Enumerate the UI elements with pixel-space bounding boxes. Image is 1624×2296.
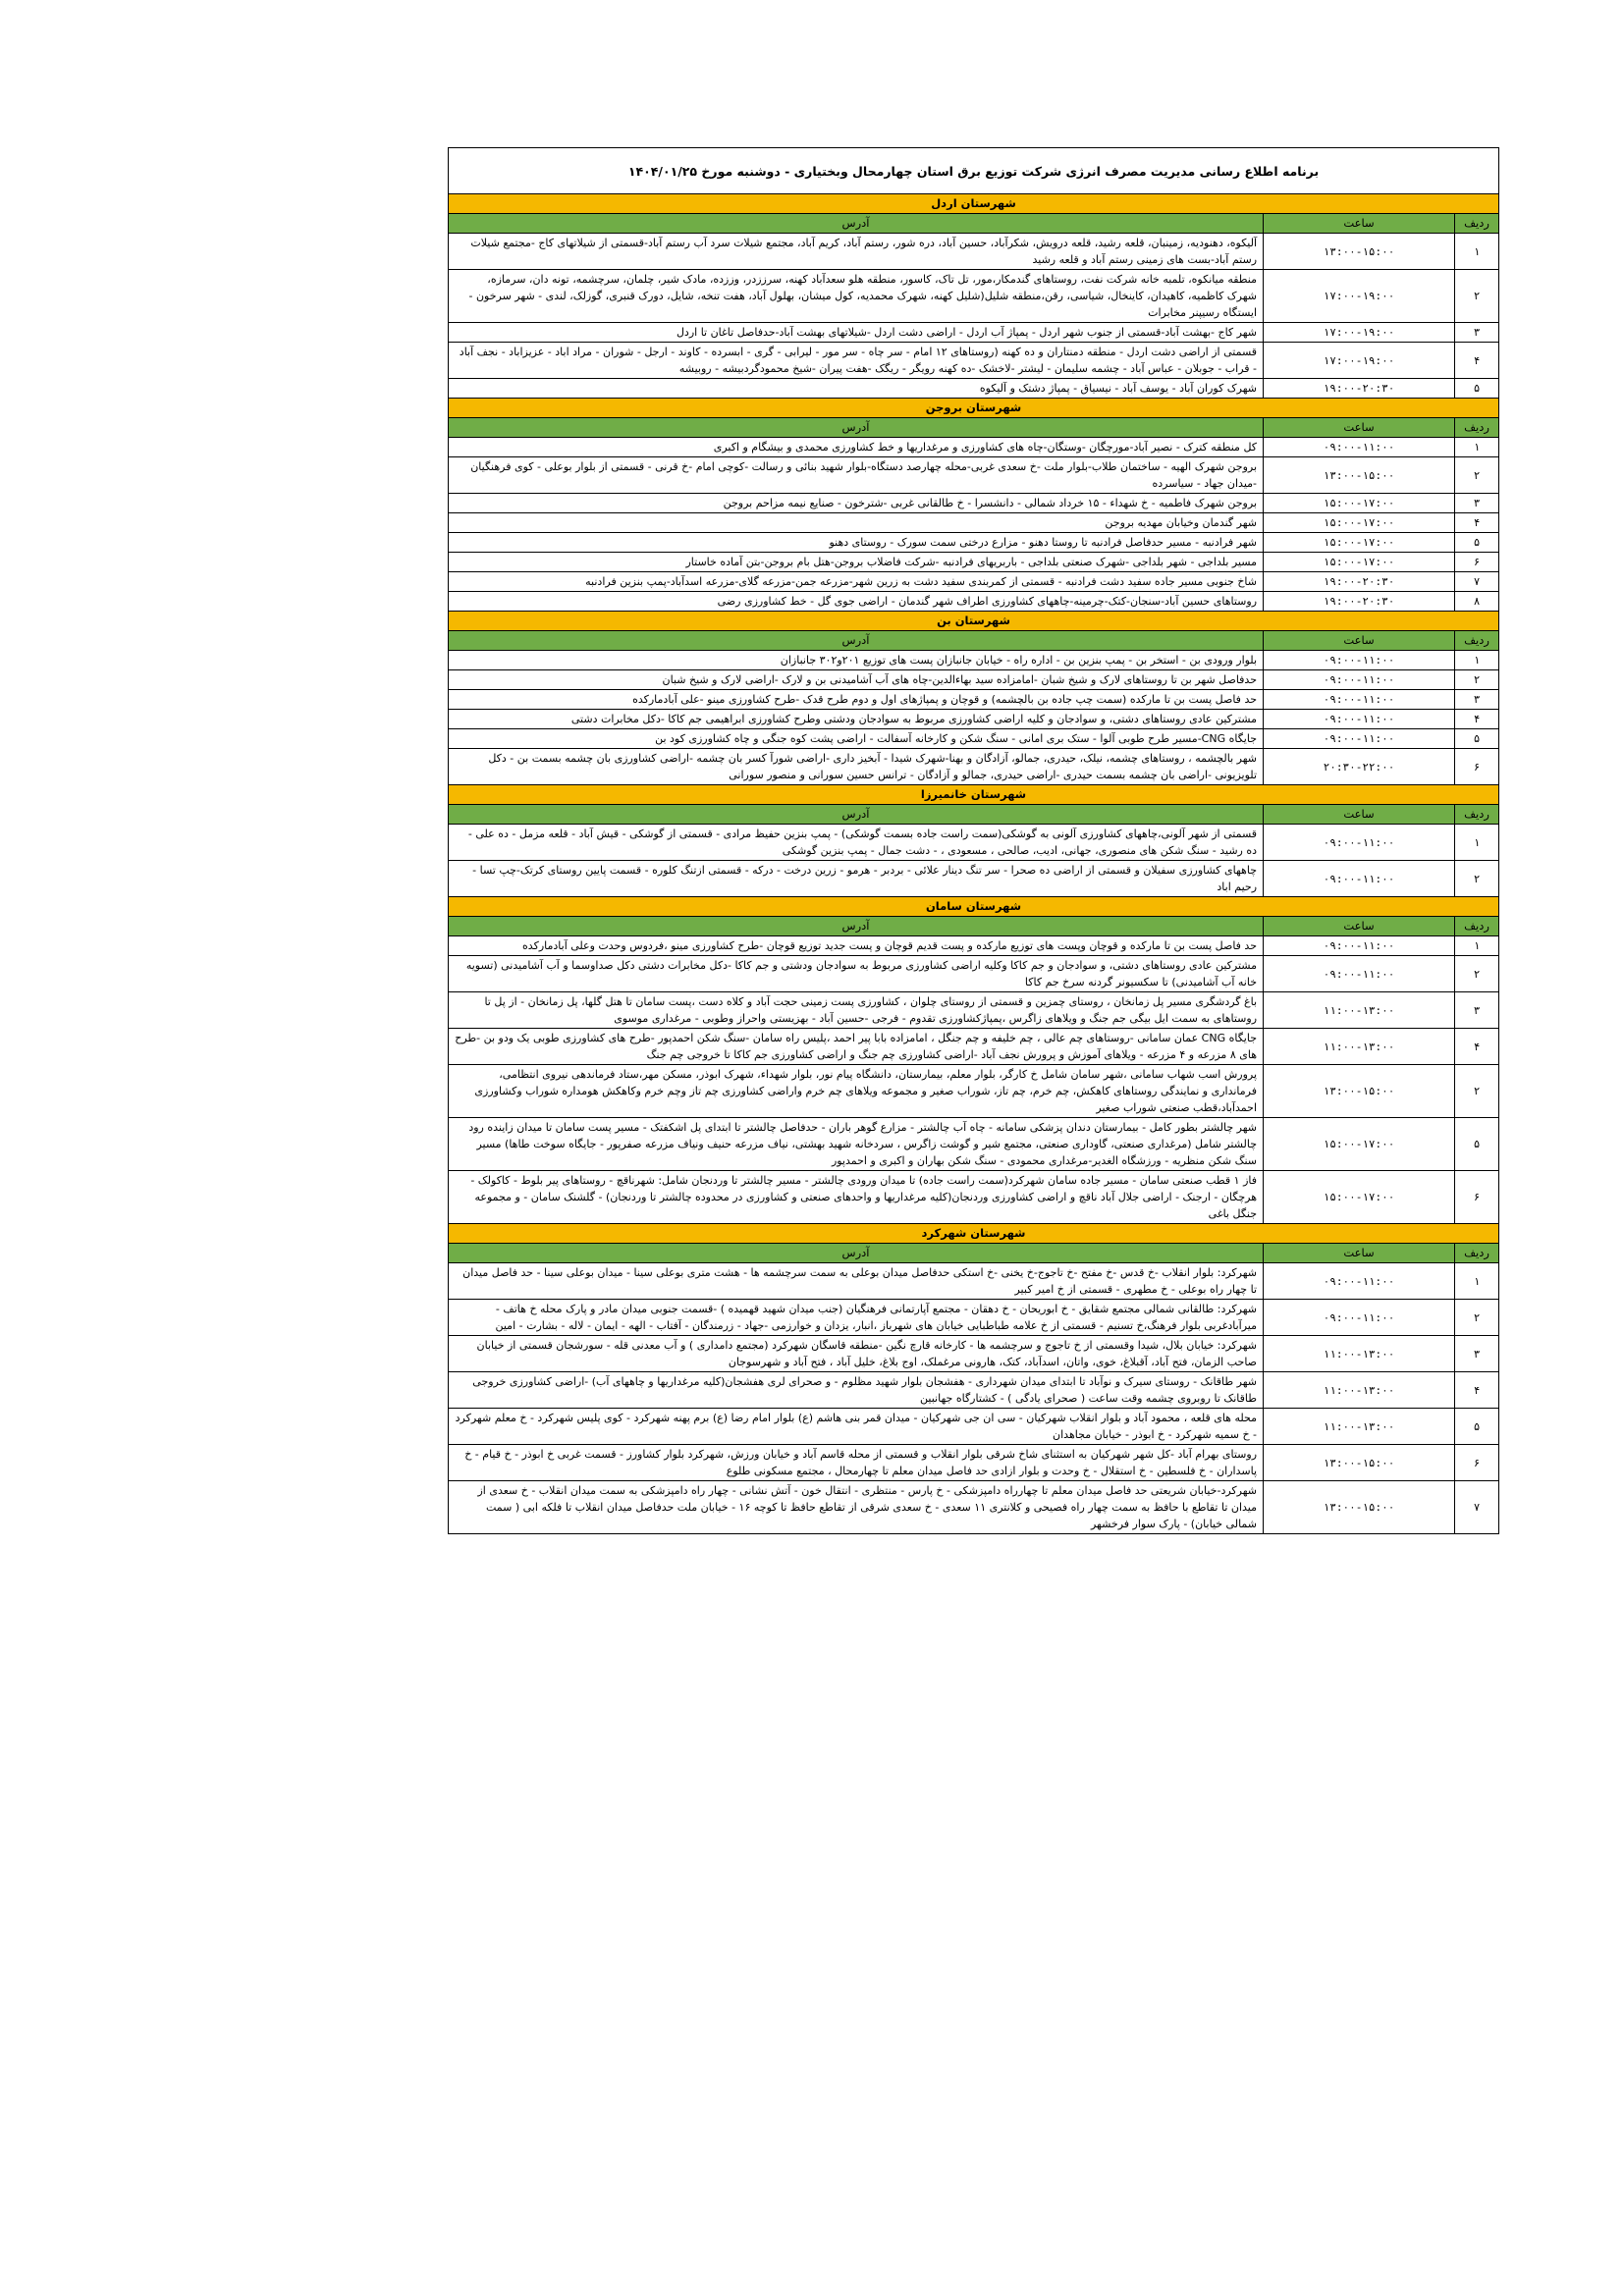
- header-row-number: ردیف: [1455, 418, 1499, 438]
- table-row: [449, 438, 1499, 457]
- header-time: ساعت: [1264, 1244, 1455, 1263]
- header-address: آدرس: [449, 214, 1264, 234]
- table-row: [449, 861, 1499, 897]
- row-number: ۶: [1455, 749, 1499, 785]
- table-row: [449, 690, 1499, 710]
- header-time: ساعت: [1264, 917, 1455, 936]
- header-time: ساعت: [1264, 631, 1455, 651]
- row-number: ۲: [1455, 861, 1499, 897]
- row-number: ۸: [1455, 592, 1499, 612]
- address-cell: بروجن شهرک فاطمیه - خ شهداء - ۱۵ خرداد شمالی - دانشسرا - خ طالقانی غربی -شترخون - صنایع نیمه مزاحم بروجن: [449, 494, 1264, 513]
- county-name: شهرستان بن: [449, 612, 1499, 631]
- county-name: شهرستان اردل: [449, 194, 1499, 214]
- address-cell: فاز ۱ قطب صنعتی سامان - مسیر جاده سامان شهرکرد(سمت راست جاده) تا میدان ورودی چالشتر - مسیر چالشتر تا وردنجان شامل: شهرناقچ - روستاهای پیر بلوط - کاکولک - هرچگان - ارجنک - اراضی جلال آباد ناقچ و اراضی کشاورزی وردنجان(کلیه مرغداریها و واحدهای صنعتی و کشاورزی در محدوده چالشتر تا وردنجان) - گلشنک سامان - و مجموعه جنگل باغی: [449, 1171, 1264, 1224]
- time-range: ۰۹:۰۰-۱۱:۰۰: [1264, 729, 1455, 749]
- time-range: ۱۷:۰۰-۱۹:۰۰: [1264, 343, 1455, 379]
- table-row: [449, 1263, 1499, 1300]
- row-number: ۵: [1455, 729, 1499, 749]
- row-number: ۴: [1455, 513, 1499, 533]
- time-range: ۱۷:۰۰-۱۹:۰۰: [1264, 270, 1455, 323]
- time-range: ۱۱:۰۰-۱۳:۰۰: [1264, 1409, 1455, 1445]
- time-range: ۰۹:۰۰-۱۱:۰۰: [1264, 651, 1455, 670]
- address-cell: شهر بالچشمه ، روستاهای چشمه، نیلک، حیدری، جمالو، آزادگان و بهنا-شهرک شیدا - آبخیز داری -اراضی شورآ کسر بان چشمه -اراضی کشاورزی بان چشمه بسمت بن - دکل تلویزیونی -اراضی بان چشمه بسمت حیدری -اراضی حیدری، جمالو و آزادگان - ترانس حسین سورانی و منصور سورانی: [449, 749, 1264, 785]
- row-number: ۱: [1455, 651, 1499, 670]
- table-row: [449, 553, 1499, 572]
- table-row: [449, 270, 1499, 323]
- time-range: ۱۵:۰۰-۱۷:۰۰: [1264, 513, 1455, 533]
- address-cell: آلیکوه، دهنودیه، زمینبان، قلعه رشید، قلعه درویش، شکرآباد، حسین آباد، دره شور، رستم آباد، کریم آباد، مجتمع شیلات سرد آب رستم آباد-قسمتی از شیلاتهای کاج -مجتمع شیلات رستم آباد-بست های زمینی رستم آباد و قلعه رشید: [449, 234, 1264, 270]
- table-row: [449, 572, 1499, 592]
- time-range: ۱۳:۰۰-۱۵:۰۰: [1264, 1445, 1455, 1481]
- row-number: ۱: [1455, 234, 1499, 270]
- row-number: ۴: [1455, 1372, 1499, 1409]
- time-range: ۱۳:۰۰-۱۵:۰۰: [1264, 234, 1455, 270]
- address-cell: روستاهای حسین آباد-سنجان-کتک-چرمینه-چاههای کشاورزی اطراف شهر گندمان - اراضی جوی گل - خط کشاورزی رضی: [449, 592, 1264, 612]
- address-cell: قسمتی از اراضی دشت اردل - منطقه دمنتاران و ده کهنه (روستاهای ۱۲ امام - سر چاه - سر مور - لیرابی - گری - ابسرده - کاوند - ارجل - شوران - مراد اباد - عزیزاباد - نجف آباد - قراب - جوبلان - عباس آباد - چشمه سلیمان - لیشتر -لاخشک -ده کهنه رویگر - ریگک -هفت پیران -شیخ محمودگردبیشه - روبیشه: [449, 343, 1264, 379]
- time-range: ۱۱:۰۰-۱۳:۰۰: [1264, 1029, 1455, 1065]
- row-number: ۴: [1455, 710, 1499, 729]
- time-range: ۰۹:۰۰-۱۱:۰۰: [1264, 710, 1455, 729]
- county-row: [449, 1224, 1499, 1244]
- table-row: [449, 956, 1499, 992]
- table-row: [449, 343, 1499, 379]
- address-cell: چاههای کشاورزی سفیلان و قسمتی از اراضی ده صحرا - سر تنگ دینار علائی - بردبر - هرمو - زرین درخت - درکه - قسمتی ازتنگ کلوره - قسمت پایین روستای کرتک-چپ تسا - رحیم اباد: [449, 861, 1264, 897]
- header-address: آدرس: [449, 418, 1264, 438]
- table-row: [449, 1481, 1499, 1534]
- county-row: [449, 785, 1499, 805]
- address-cell: باغ گردشگری مسیر پل زمانخان ، روستای چمزین و قسمتی از روستای چلوان ، کشاورزی پست زمینی حجت آباد و کلاه دست ،پست سامان تا هتل گلها، پل زمانخان - از پل تا روستاهای به سمت ایل بیگی جم جنگ و ویلاهای زاگرس ،پمپاژکشاورزی تقدوم - فرجی -حسین آباد - بهزیستی واحراز وطوبی - مرغداری موسوی: [449, 992, 1264, 1029]
- row-number: ۷: [1455, 572, 1499, 592]
- time-range: ۱۷:۰۰-۱۹:۰۰: [1264, 323, 1455, 343]
- table-row: [449, 533, 1499, 553]
- address-cell: قسمتی از شهر آلونی،چاههای کشاورزی آلونی به گوشکی(سمت راست جاده بسمت گوشکی) - پمپ بنزین حفیظ مرادی - قسمتی از گوشکی - قیش آباد - قلعه مزمل - ده علی - ده رشید - سنگ شکن های منصوری، جهانی، ادیب، صالحی ، مسعودی ، - دشت جمال - پمپ بنزین گوشکی: [449, 825, 1264, 861]
- row-number: ۱: [1455, 825, 1499, 861]
- row-number: ۱: [1455, 936, 1499, 956]
- time-range: ۱۵:۰۰-۱۷:۰۰: [1264, 553, 1455, 572]
- time-range: ۰۹:۰۰-۱۱:۰۰: [1264, 956, 1455, 992]
- header-row-number: ردیف: [1455, 917, 1499, 936]
- time-range: ۱۱:۰۰-۱۳:۰۰: [1264, 992, 1455, 1029]
- address-cell: مشترکین عادی روستاهای دشتی، و سوادجان و جم کاکا وکلیه اراضی کشاورزی مربوط به سوادجان ودشتی و جم کاکا -دکل مخابرات دشتی دکل صداوسما و آب آشامیدنی (تسویه خانه آب آشامیدنی) تا سکسیونر گردنه سرخ جم کاکا: [449, 956, 1264, 992]
- row-number: ۲: [1455, 1065, 1499, 1118]
- title-row: [449, 148, 1499, 194]
- row-number: ۲: [1455, 457, 1499, 494]
- address-cell: محله های قلعه ، محمود آباد و بلوار انقلاب شهرکیان - سی ان جی شهرکیان - میدان قمر بنی هاشم (ع) بلوار امام رضا (ع) برم پهنه شهرکرد - کوی پلیس شهرکرد - خ معلم شهرکرد - خ سمیه شهرکرد - خ ابوذر - خیابان مجاهدان: [449, 1409, 1264, 1445]
- address-cell: شهر طاقانک - روستای سیرک و نوآباد تا ابتدای میدان شهرداری - هفشجان بلوار شهید مظلوم - و صحرای لری هفشجان(کلیه مرغداریها و چاههای آب) -اراضی کشاورزی خروجی طاقانک تا روبروی چشمه وقت ساعت ( صحرای یادگی ) - کشتارگاه جهانبین: [449, 1372, 1264, 1409]
- outage-schedule-table: [448, 147, 1499, 1534]
- address-cell: روستای بهرام آباد -کل شهر شهرکیان به استثنای شاخ شرقی بلوار انقلاب و قسمتی از محله قاسم آباد و خیابان ورزش، شهرکرد بلوار کشاورز - قسمت غربی خ ابوذر - خ قیام - خ پاسداران - خ فلسطین - خ استقلال - خ وحدت و بلوار ازادی حد فاصل میدان معلم تا چهارمحال ، مجتمع مسکونی طلوع: [449, 1445, 1264, 1481]
- header-address: آدرس: [449, 631, 1264, 651]
- county-name: شهرستان شهرکرد: [449, 1224, 1499, 1244]
- address-cell: شهرکرد: طالقانی شمالی مجتمع شقایق - خ ابوریحان - خ دهقان - مجتمع آپارتمانی فرهنگیان (جنب میدان شهید قهمیده ) -قسمت جنوبی میدان مادر و پارک محله خ هاتف - میرآبادغربی بلوار فرهنگ،خ تسنیم - قسمتی از خ علامه طباطبایی خیابان های شهرباز ،انبار، یزدان و خوارزمی -جهاد - زرمندگان - آفتاب - الهه - ایمان - لاله - بشارت - امین: [449, 1300, 1264, 1336]
- header-time: ساعت: [1264, 418, 1455, 438]
- address-cell: حد فاصل پست بن تا مارکده و قوچان وپست های توزیع مارکده و پست قدیم قوچان و پست جدید توزیع قوچان -طرح کشاورزی مینو ،فردوس وحدت وعلی آبادمارکده: [449, 936, 1264, 956]
- header-row-number: ردیف: [1455, 214, 1499, 234]
- page-title: برنامه اطلاع رسانی مدیریت مصرف انرژی شرکت توزیع برق استان چهارمحال وبختیاری - دوشنبه مورخ ۱۴۰۴/۰۱/۲۵: [449, 148, 1499, 194]
- header-time: ساعت: [1264, 214, 1455, 234]
- county-name: شهرستان سامان: [449, 897, 1499, 917]
- table-row: [449, 1445, 1499, 1481]
- table-row: [449, 494, 1499, 513]
- time-range: ۱۱:۰۰-۱۳:۰۰: [1264, 1336, 1455, 1372]
- time-range: ۱۵:۰۰-۱۷:۰۰: [1264, 533, 1455, 553]
- time-range: ۱۹:۰۰-۲۰:۳۰: [1264, 379, 1455, 399]
- row-number: ۱: [1455, 1263, 1499, 1300]
- time-range: ۱۱:۰۰-۱۳:۰۰: [1264, 1372, 1455, 1409]
- address-cell: شهر کاج -بهشت آباد-قسمتی از جنوب شهر اردل - پمپاژ آب اردل - اراضی دشت اردل -شیلاتهای بهشت آباد-حدفاصل تاغان تا اردل: [449, 323, 1264, 343]
- header-row: [449, 805, 1499, 825]
- time-range: ۱۵:۰۰-۱۷:۰۰: [1264, 494, 1455, 513]
- table-row: [449, 710, 1499, 729]
- address-cell: شهر فرادنبه - مسیر حدفاصل فرادنبه تا روستا دهنو - مزارع درختی سمت سورک - روستای دهنو: [449, 533, 1264, 553]
- table-row: [449, 825, 1499, 861]
- table-row: [449, 1065, 1499, 1118]
- time-range: ۲۰:۳۰-۲۲:۰۰: [1264, 749, 1455, 785]
- table-row: [449, 651, 1499, 670]
- time-range: ۰۹:۰۰-۱۱:۰۰: [1264, 936, 1455, 956]
- table-row: [449, 1171, 1499, 1224]
- address-cell: جایگاه CNG عمان سامانی -روستاهای چم عالی ، چم خلیفه و چم جنگل ، امامزاده بابا پیر احمد ،پلیس راه سامان -سنگ شکن احمدپور -طرح های کشاورزی طوبی یک ودو بن -طرح های ۸ مزرعه و ۴ مزرعه - ویلاهای آموزش و پرورش نجف آباد -اراضی کشاورزی چم جنگ و اراضی کشاورزی جم کاکا تا خروجی چم جنگ: [449, 1029, 1264, 1065]
- header-address: آدرس: [449, 917, 1264, 936]
- row-number: ۴: [1455, 343, 1499, 379]
- table-row: [449, 729, 1499, 749]
- row-number: ۲: [1455, 670, 1499, 690]
- row-number: ۵: [1455, 379, 1499, 399]
- row-number: ۶: [1455, 1171, 1499, 1224]
- time-range: ۱۳:۰۰-۱۵:۰۰: [1264, 1065, 1455, 1118]
- header-address: آدرس: [449, 805, 1264, 825]
- time-range: ۱۹:۰۰-۲۰:۳۰: [1264, 572, 1455, 592]
- time-range: ۰۹:۰۰-۱۱:۰۰: [1264, 1263, 1455, 1300]
- row-number: ۴: [1455, 1029, 1499, 1065]
- address-cell: شهر گندمان وخیابان مهدیه بروجن: [449, 513, 1264, 533]
- header-row: [449, 1244, 1499, 1263]
- header-row: [449, 631, 1499, 651]
- row-number: ۳: [1455, 992, 1499, 1029]
- table-row: [449, 670, 1499, 690]
- table-row: [449, 513, 1499, 533]
- schedule-sheet: [448, 147, 1498, 1534]
- address-cell: شهرک کوران آباد - یوسف آباد - نیسیاق - پمپاژ دشتک و آلیکوه: [449, 379, 1264, 399]
- header-row-number: ردیف: [1455, 631, 1499, 651]
- address-cell: شهر چالشتر بطور کامل - بیمارستان دندان پزشکی سامانه - چاه آب چالشتر - مزارع گوهر باران - حدفاصل چالشتر تا ابتدای پل اشکفتک - مسیر پست سامان تا میدان زاینده رود چالشتر شامل (مرغداری صنعتی، گاوداری صنعتی، مجتمع شیر و گوشت زاگرس ، سردخانه شهید بهشتی، نیاف مزرعه حنیف ونیاف مزرعه صفرپور - جایگاه سوخت طاها) مسیر سنگ شکن منظریه - ورزشگاه الغدیر-مرغداری محمودی - سنگ شکن بهاران و اکبری و احمدپور: [449, 1118, 1264, 1171]
- header-row: [449, 418, 1499, 438]
- time-range: ۱۹:۰۰-۲۰:۳۰: [1264, 592, 1455, 612]
- county-row: [449, 612, 1499, 631]
- table-row: [449, 379, 1499, 399]
- address-cell: شهرکرد-خیابان شریعتی حد فاصل میدان معلم تا چهارراه دامپزشکی - خ پارس - منتظری - انتقال خون - آتش نشانی - چهار راه دامپزشکی به سمت میدان انقلاب - خ سعدی از میدان تا تقاطع با حافظ به سمت چهار راه فصیحی و کلانتری ۱۱ سعدی - خ سعدی شرقی از تقاطع حافظ تا کوچه ۱۶ - خیابان ملت حدفاصل میدان انقلاب تا فلکه ابی ( سمت شمالی خیابان) - پارک سوار فرخشهر: [449, 1481, 1264, 1534]
- header-row: [449, 917, 1499, 936]
- address-cell: منطقه میانکوه، تلمبه خانه شرکت نفت، روستاهای گندمکار،مور، تل تاک، کاسور، منطقه هلو سعدآباد کهنه، سرززدر، وززده، مادک شیر، چلمان، سرچشمه، تونه دان، سرمازه، شهرک کاظمیه، کاهیدان، کاینخال، شیاسی، رقن،منطقه شلیل(شلیل کهنه، شهرک محمدیه، کول میشان، بهلول آباد، هفت تنخه، شایل، دورک قنبری، گوزلک، لندی - شهر سرخون - ایستگاه رسیپنر مخابرات: [449, 270, 1264, 323]
- county-name: شهرستان بروجن: [449, 399, 1499, 418]
- row-number: ۱: [1455, 438, 1499, 457]
- time-range: ۰۹:۰۰-۱۱:۰۰: [1264, 690, 1455, 710]
- time-range: ۰۹:۰۰-۱۱:۰۰: [1264, 1300, 1455, 1336]
- header-row-number: ردیف: [1455, 805, 1499, 825]
- county-row: [449, 399, 1499, 418]
- row-number: ۳: [1455, 494, 1499, 513]
- row-number: ۲: [1455, 270, 1499, 323]
- time-range: ۱۵:۰۰-۱۷:۰۰: [1264, 1118, 1455, 1171]
- row-number: ۶: [1455, 553, 1499, 572]
- address-cell: جایگاه CNG-مسیر طرح طوبی آلوا - ستک بری امانی - سنگ شکن و کارخانه آسفالت - اراضی پشت کوه جنگی و چاه کشاورزی کود بن: [449, 729, 1264, 749]
- address-cell: شهرکرد: خیابان بلال، شیدا وقسمتی از خ تاجوج و سرچشمه ها - کارخانه قارچ نگین -منطقه قاسگان شهرکرد (مجتمع دامداری ) و آب معدنی قله - سورشجان قسمتی از خیابان صاحب الزمان، فتح آباد، آقبلاغ، خوی، واتان، اسدآباد، کتک، هارونی مرغملک، اوج بلاغ، خلیل آباد ، فتح آباد و شهرسوجان: [449, 1336, 1264, 1372]
- time-range: ۰۹:۰۰-۱۱:۰۰: [1264, 438, 1455, 457]
- county-name: شهرستان خانمیرزا: [449, 785, 1499, 805]
- table-row: [449, 1372, 1499, 1409]
- time-range: ۰۹:۰۰-۱۱:۰۰: [1264, 670, 1455, 690]
- time-range: ۱۳:۰۰-۱۵:۰۰: [1264, 1481, 1455, 1534]
- header-address: آدرس: [449, 1244, 1264, 1263]
- county-row: [449, 194, 1499, 214]
- header-row: [449, 214, 1499, 234]
- row-number: ۳: [1455, 323, 1499, 343]
- row-number: ۲: [1455, 1300, 1499, 1336]
- row-number: ۵: [1455, 533, 1499, 553]
- row-number: ۲: [1455, 956, 1499, 992]
- row-number: ۵: [1455, 1409, 1499, 1445]
- table-row: [449, 1336, 1499, 1372]
- table-row: [449, 1409, 1499, 1445]
- table-row: [449, 749, 1499, 785]
- address-cell: کل منطقه کترک - نصیر آباد-مورچگان -وستگان-چاه های کشاورزی و مرغداریها و خط کشاورزی محمدی و بیشگام و اکبری: [449, 438, 1264, 457]
- time-range: ۰۹:۰۰-۱۱:۰۰: [1264, 861, 1455, 897]
- address-cell: مسیر بلداجی - شهر بلداجی -شهرک صنعتی بلداجی - باربریهای فرادنبه -شرکت فاضلاب بروجن-هتل بام بروجن-بتن آماده خاستار: [449, 553, 1264, 572]
- table-row: [449, 234, 1499, 270]
- time-range: ۰۹:۰۰-۱۱:۰۰: [1264, 825, 1455, 861]
- table-row: [449, 1118, 1499, 1171]
- address-cell: بلوار ورودی بن - استخر بن - پمپ بنزین بن - اداره راه - خیابان جانبازان پست های توزیع ۲۰۱و۳۰۲ جانبازان: [449, 651, 1264, 670]
- time-range: ۱۳:۰۰-۱۵:۰۰: [1264, 457, 1455, 494]
- row-number: ۵: [1455, 1118, 1499, 1171]
- table-row: [449, 457, 1499, 494]
- table-row: [449, 992, 1499, 1029]
- header-time: ساعت: [1264, 805, 1455, 825]
- row-number: ۶: [1455, 1445, 1499, 1481]
- address-cell: پرورش اسب شهاب سامانی ،شهر سامان شامل خ کارگر، بلوار معلم، بیمارستان، دانشگاه پیام نور، بلوار شهداء، شهرک ابوذر، مسکن مهر،ستاد فرماندهی نیروی انتظامی، فرمانداری و نمایندگی روستاهای کاهکش، چم خرم، چم تاز، شوراب صغیر و مجموعه ویلاهای چم خرم واراضی کشاورزی چم تاز وچم خرم وکاهکش هومداره شوراب وکشاورزی احمدآباد،قطب صنعتی شوراب صغیر: [449, 1065, 1264, 1118]
- row-number: ۳: [1455, 690, 1499, 710]
- row-number: ۳: [1455, 1336, 1499, 1372]
- table-row: [449, 323, 1499, 343]
- county-row: [449, 897, 1499, 917]
- address-cell: بروجن شهرک الهیه - ساختمان طلاب-بلوار ملت -خ سعدی غربی-محله چهارصد دستگاه-بلوار شهید بنائی و رسالت -کوچی امام -خ قرنی - قسمتی از بلوار بوعلی - کوی فرهنگیان -میدان جهاد - سیاسرده: [449, 457, 1264, 494]
- address-cell: شهرکرد: بلوار انقلاب -خ قدس -خ مفتح -خ تاجوج-خ یخنی -خ استکی حدفاصل میدان بوعلی به سمت سرچشمه ها - هشت متری بوعلی سینا - میدان بوعلی سینا - حد فاصل میدان تا چهار راه بوعلی - خ مطهری - قسمتی از خ امیر کبیر: [449, 1263, 1264, 1300]
- address-cell: شاخ جنوبی مسیر جاده سفید دشت فرادنبه - قسمتی از کمربندی سفید دشت به زرین شهر-مزرعه جمن-مزرعه گلای-مزرعه اسدآباد-پمپ بنزین فرادنبه: [449, 572, 1264, 592]
- table-row: [449, 1300, 1499, 1336]
- address-cell: مشترکین عادی روستاهای دشتی، و سوادجان و کلیه اراضی کشاورزی مربوط به سوادجان ودشتی وطرح کشاورزی ابراهیمی جم کاکا -دکل مخابرات دشتی: [449, 710, 1264, 729]
- table-row: [449, 1029, 1499, 1065]
- table-row: [449, 592, 1499, 612]
- table-row: [449, 936, 1499, 956]
- time-range: ۱۵:۰۰-۱۷:۰۰: [1264, 1171, 1455, 1224]
- row-number: ۷: [1455, 1481, 1499, 1534]
- header-row-number: ردیف: [1455, 1244, 1499, 1263]
- address-cell: حدفاصل شهر بن تا روستاهای لارک و شیخ شبان -امامزاده سید بهاءالدین-چاه های آب آشامیدنی بن و لارک -اراضی لارک و شیخ شبان: [449, 670, 1264, 690]
- address-cell: حد فاصل پست بن تا مارکده (سمت چپ جاده بن بالچشمه) و قوچان و پمپاژهای اول و دوم طرح قدک -طرح کشاورزی مینو -علی آبادمارکده: [449, 690, 1264, 710]
